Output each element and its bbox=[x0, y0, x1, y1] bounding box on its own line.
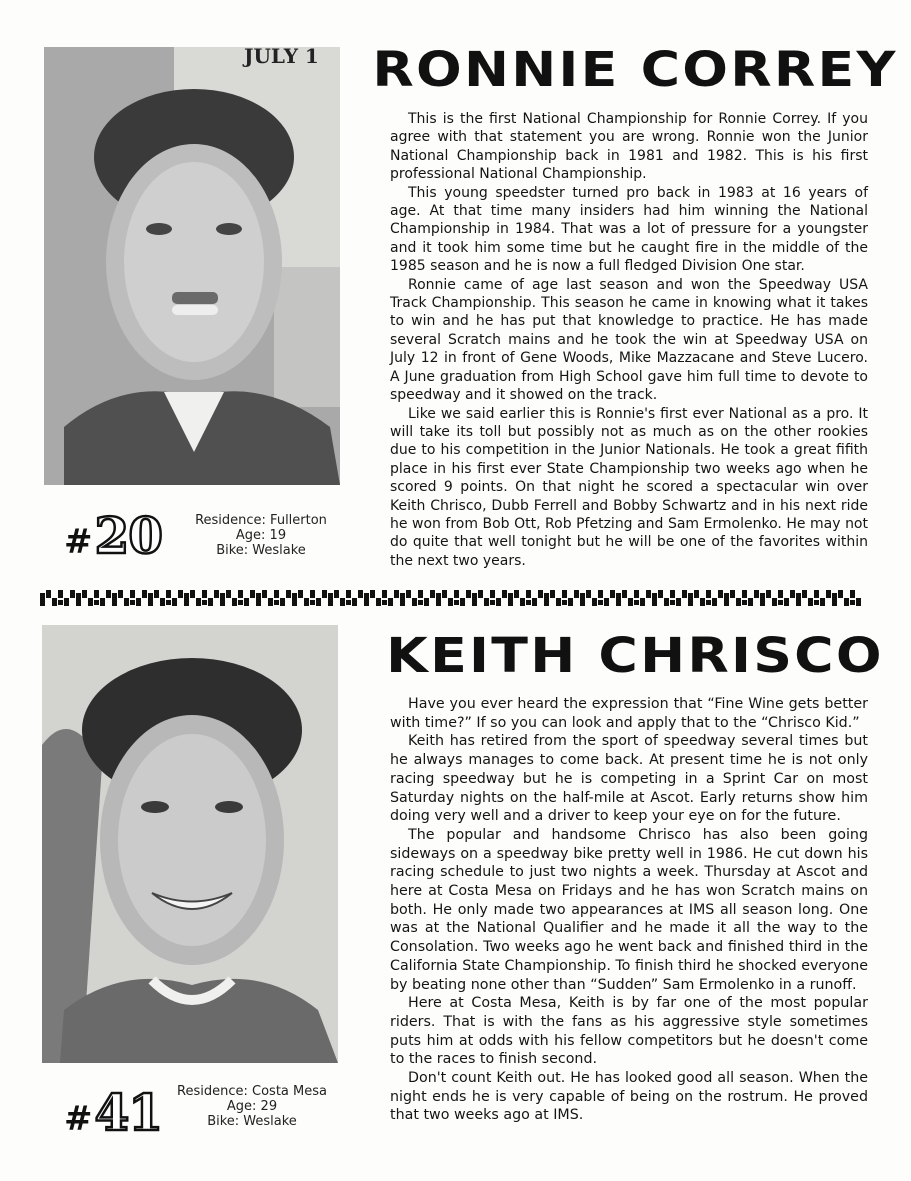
bio-paragraph: Here at Costa Mesa, Keith is by far one of the most popular riders. That is with the fans as his aggressive style sometimes puts him at odds with his fellow competitors but he doesn't come to the races to finish second. bbox=[390, 995, 868, 1068]
bio-paragraph: Have you ever heard the expression that “Fine Wine gets better with time?” If so you can look and apply that to the “Chrisco Kid.” bbox=[390, 696, 868, 731]
residence: Residence: Costa Mesa bbox=[177, 1084, 327, 1099]
bio-paragraph: Like we said earlier this is Ronnie's first ever National as a pro. It will take its toll but possibly not as much as on the other rookies due to his competition in the Junior Nationals. He took a great fifith place in his first ever State Championship two weeks ago when he scored 9 points. On that night he scored a spectacular win over Keith Chrisco, Dubb Ferrell and Bobby Schwartz and in his next ride he won from Bob Ott, Rob Pfetzing and Sam Ermolenko. He may not do quite that well tonight but he will be one of the favorites within the next two years. bbox=[390, 405, 868, 569]
checkered-divider bbox=[40, 590, 862, 608]
rider-bio bbox=[390, 110, 868, 570]
bio-paragraph: This young speedster turned pro back in 1983 at 16 years of age. At that time many insiders had him winning the National Championship in 1984. That was a lot of pressure for a youngster and it took him some time but he caught fire in the middle of the 1985 season and he is now a full fledged Division One star. bbox=[390, 184, 868, 275]
bio-paragraph: Keith has retired from the sport of speedway several times but he always manages to come back. At present time he is not only racing speedway but he is competing in a Sprint Car on most Saturday nights on the half-mile at Ascot. Early returns show him doing very well and a driver to keep your eye on for the future. bbox=[390, 733, 868, 825]
rider-name-heading: KEITH CHRISCO bbox=[386, 628, 884, 684]
rider-info bbox=[186, 513, 336, 558]
bio-paragraph: Don't count Keith out. He has looked good all season. When the night ends he is very capable of being on the rostrum. He proved that two weeks ago at IMS. bbox=[390, 1070, 868, 1124]
age: Age: 19 bbox=[235, 528, 287, 543]
number-hash: # bbox=[64, 1099, 93, 1139]
residence: Residence: Fullerton bbox=[195, 513, 327, 528]
portrait-image bbox=[42, 625, 338, 1063]
rider-photo-chrisco bbox=[42, 625, 338, 1063]
bio-paragraph: Ronnie came of age last season and won the Speedway USA Track Championship. This season he came in knowing what it takes to win and he has put that knowledge to practice. He has made several Scratch mains and he took the win at Speedway USA on July 12 in front of Gene Woods, Mike Mazzacane and Steve Lucero. A June graduation from High School gave him full time to devote to speedway and it showed on the track. bbox=[390, 276, 868, 404]
checkered-divider-icon bbox=[40, 590, 862, 608]
rider-photo-correy bbox=[44, 47, 340, 485]
photo-sign-text: JULY 1 bbox=[244, 47, 319, 68]
bike: Bike: Weslake bbox=[207, 1114, 297, 1129]
rider-name-heading: RONNIE CORREY bbox=[372, 42, 898, 98]
bio-paragraph: The popular and handsome Chrisco has also been going sideways on a speedway bike pretty well in 1986. He cut down his racing schedule to just two nights a week. Thursday at Ascot and here at Costa Mesa on Fridays and he has won Scratch mains on both. He only made two appearances at IMS all season long. One was at the National Qualifier and he made it all the way to the Consolation. Two weeks ago he went back and finished third in the California State Championship. To finish third he shocked everyone by beating none other than “Sudden” Sam Ermolenko in a runoff. bbox=[390, 826, 868, 993]
age: Age: 29 bbox=[226, 1099, 278, 1114]
rider-bio bbox=[390, 695, 868, 1125]
number-hash: # bbox=[64, 522, 93, 562]
rider-number: 20 bbox=[94, 506, 163, 565]
bike: Bike: Weslake bbox=[216, 543, 306, 558]
bio-paragraph: This is the first National Championship for Ronnie Correy. If you agree with that statement you are wrong. Ronnie won the Junior National Championship back in 1981 and 1982. This is his first professional National Championship. bbox=[390, 111, 868, 183]
rider-number-badge bbox=[64, 1083, 162, 1142]
rider-number-badge bbox=[64, 506, 162, 565]
portrait-image bbox=[44, 47, 340, 485]
rider-number: 41 bbox=[94, 1083, 163, 1142]
rider-info bbox=[172, 1084, 332, 1129]
